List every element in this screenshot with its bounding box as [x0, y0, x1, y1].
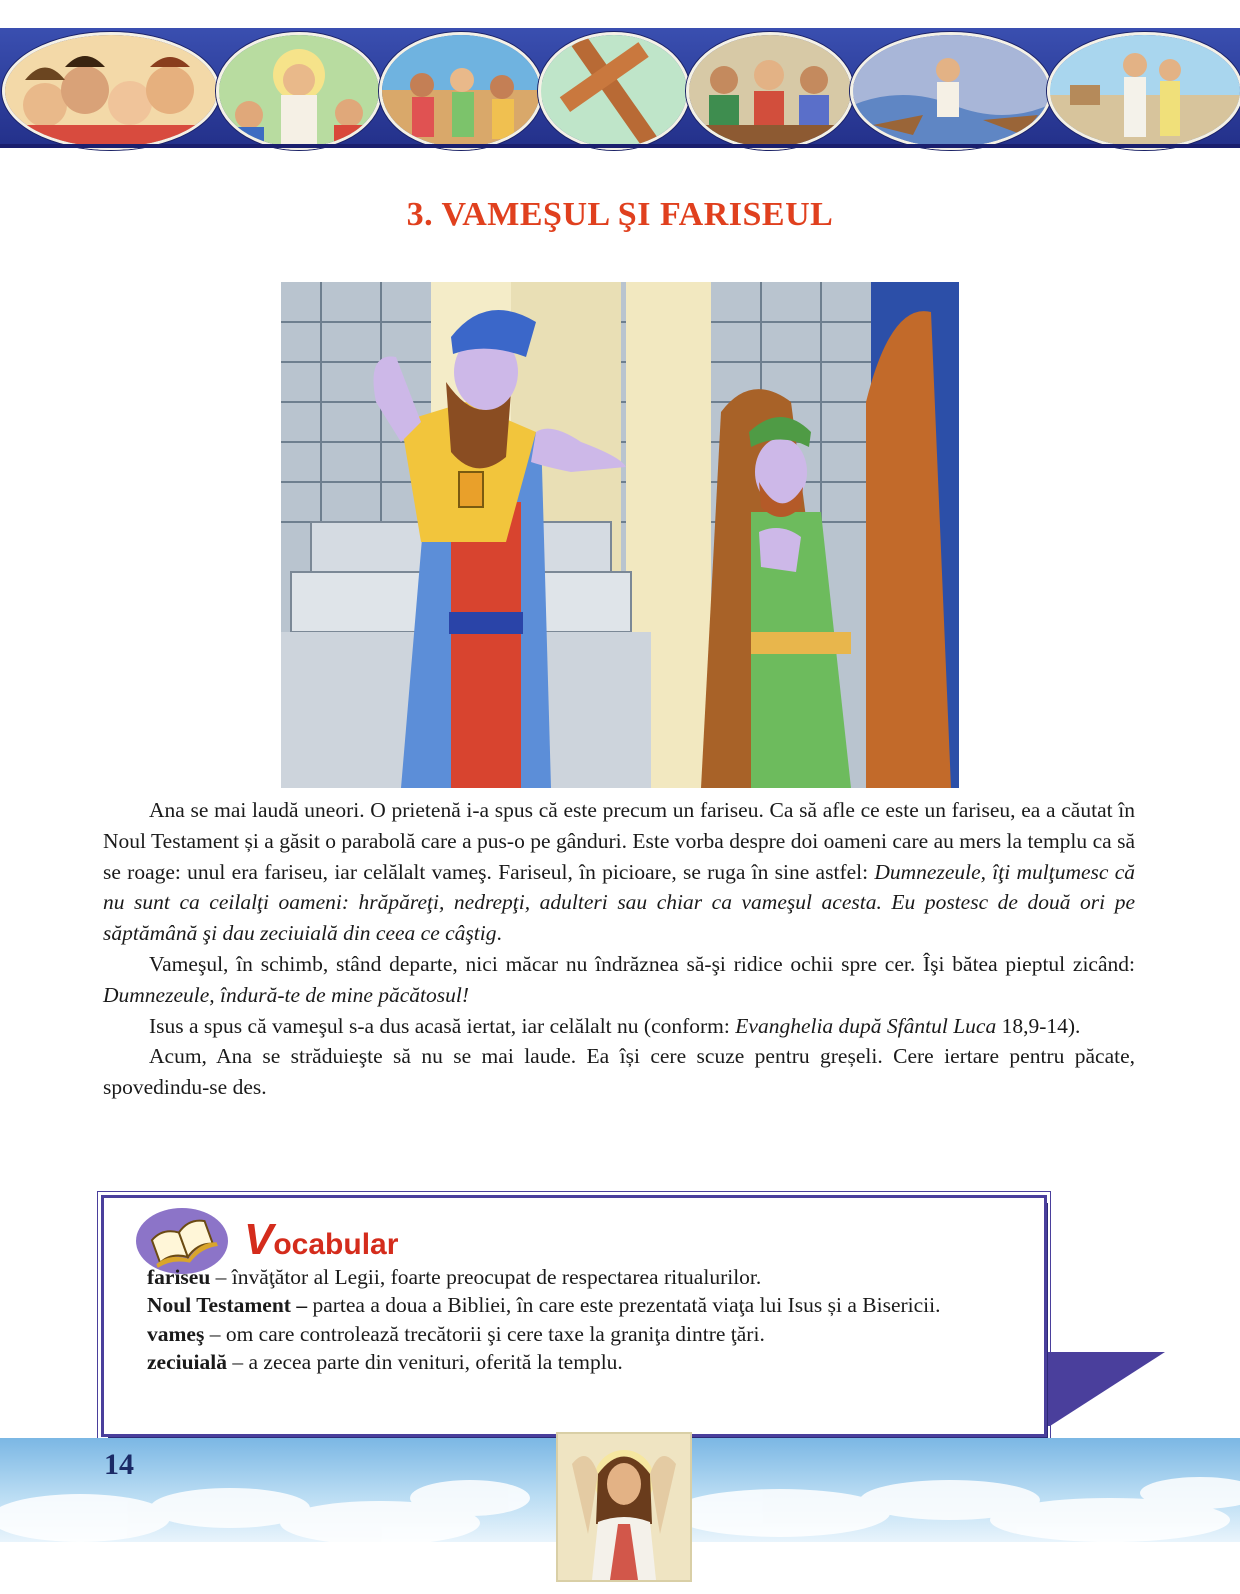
pharisee-and-tax-collector-illustration	[281, 282, 959, 788]
jesus-teaching-medallion	[216, 32, 382, 150]
pharisee-prayer-quote: Dumnezeule, îţi mulţumesc că nu sunt ca ceilalţi oameni: hrăpăreţi, nedrepţi, adulteri sau chiar ca vameşul acesta. Eu postesc de două ori pe săptămână şi dau zeciuială din ceea ce câştig	[103, 859, 1136, 946]
vocab-entry-noul-testament: Noul Testament – partea a doua a Bibliei, în care este prezentată viaţa lui Isus și a Bisericii.	[147, 1293, 941, 1318]
tax-collector-prayer-quote: Dumnezeule, îndură-te de mine păcătosul!	[103, 982, 470, 1007]
gospel-source: Evanghelia după Sfântul Luca	[735, 1013, 997, 1038]
calming-storm-medallion	[850, 32, 1052, 150]
story-paragraph-3: Isus a spus că vameşul s-a dus acasă iertat, iar celălalt nu (conform: Evanghelia după Sfântul Luca 18,9-14).	[149, 1013, 1081, 1038]
last-supper-medallion	[686, 32, 854, 150]
vocab-box-tail	[1030, 1352, 1165, 1426]
story-paragraph-4: Acum, Ana se străduieşte să nu se mai laude. Ea își cere scuze pentru greșeli. Cere iertare pentru păcate, spovedindu-se des.	[103, 1044, 1135, 1100]
vocabulary-list	[147, 1263, 1007, 1376]
vocab-entry-vames: vameş – om care controlează trecătorii şi cere taxe la graniţa dintre ţări.	[147, 1321, 765, 1346]
jesus-portrait-image	[556, 1432, 692, 1582]
children-crowd-medallion	[2, 32, 220, 150]
vocab-entry-fariseu: fariseu – învăţător al Legii, foarte preocupat de respectarea ritualurilor.	[147, 1265, 762, 1289]
vocab-entry-zeciuiala: zeciuială – a zecea parte din venituri, oferită la templu.	[147, 1349, 623, 1374]
story-paragraph-2: Vameşul, în schimb, stând departe, nici măcar nu îndrăznea să-şi ridice ochii spre cer. Îşi bătea pieptul zicând: Dumnezeule, îndură-te de mine păcătosul!	[103, 951, 1135, 1007]
story-text	[103, 795, 1135, 1103]
jesus-walking-medallion	[1047, 32, 1240, 150]
page-number: 14	[104, 1448, 134, 1481]
cross-medallion	[538, 32, 690, 150]
story-paragraph-1: Ana se mai laudă uneori. O prietenă i-a spus că este precum un fariseu. Ca să afle ce este un fariseu, ea a căutat în Noul Testament și a găsit o parabolă care a pus-o pe gânduri. Este vorba despre doi oameni care au mers la templu ca să se roage: unul era fariseu, iar celălalt vameş. Fariseul, în picioare, se ruga în sine astfel: Dumnezeule, îţi mulţumesc că nu sunt ca ceilalţi oameni: hrăpăreţi, nedrepţi, adulteri sau chiar ca vameşul acesta. Eu postesc de două ori pe săptămână şi dau zeciuială din ceea ce câştig.	[103, 798, 1136, 946]
lesson-title: 3. VAMEŞUL ŞI FARISEUL	[406, 196, 834, 233]
crowd-praising-medallion	[379, 32, 543, 150]
vocabulary-heading: Vocabular	[244, 1215, 399, 1264]
top-banner	[0, 28, 1240, 148]
